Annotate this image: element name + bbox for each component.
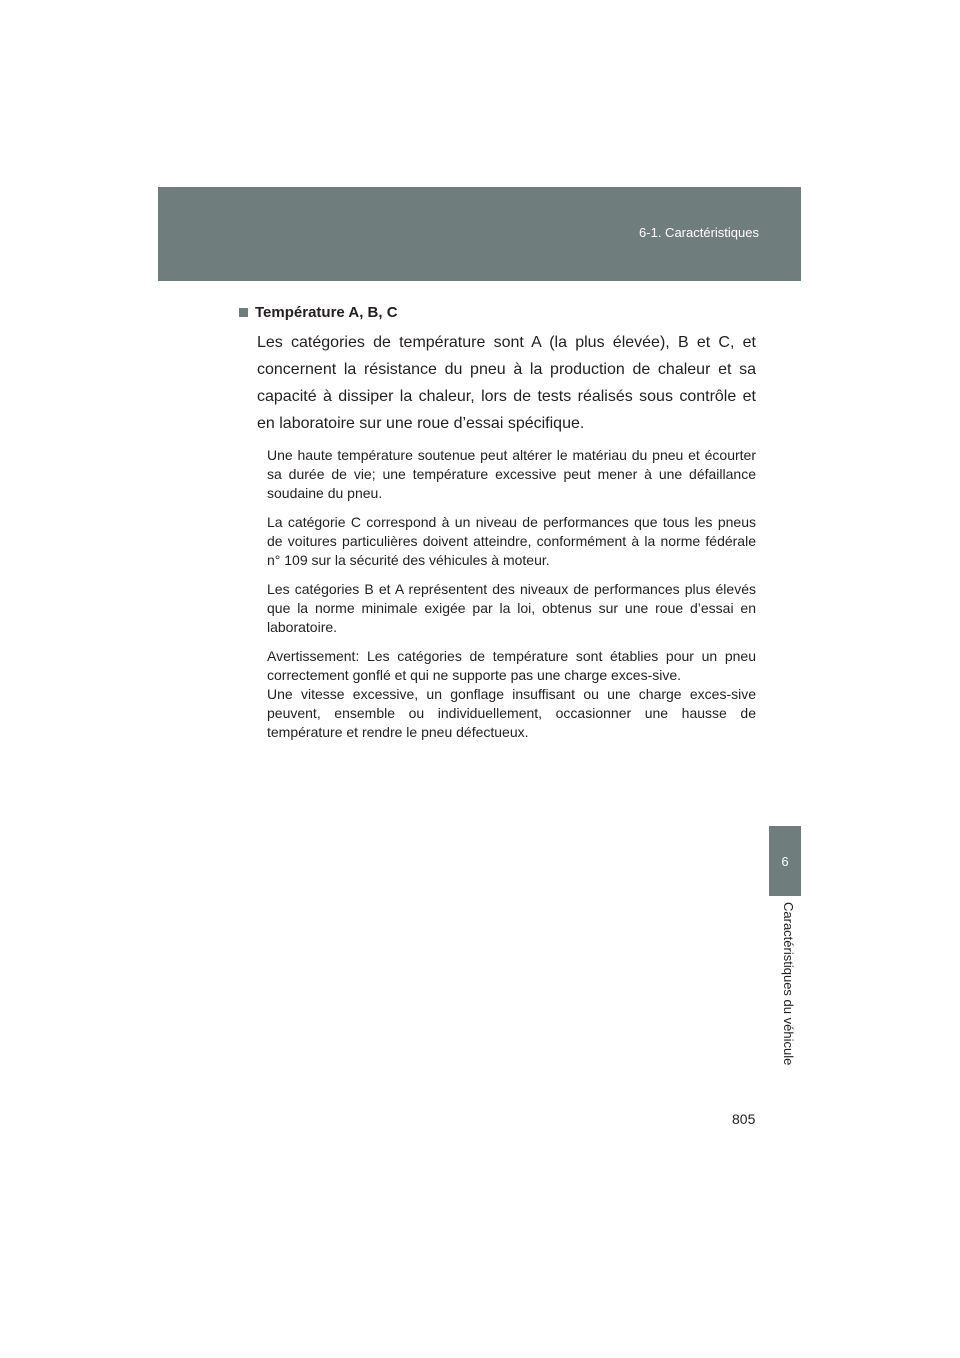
section-title: 6-1. Caractéristiques (639, 225, 759, 240)
page-number: 805 (732, 1111, 756, 1127)
main-content (239, 304, 756, 752)
warning-line-2: Une vitesse excessive, un gonflage insuffisant ou une charge exces-sive peuvent, ensemble ou individuellement, occasionner une hausse de température et rendre le pneu défectueux. (267, 686, 756, 740)
header-band (158, 187, 801, 281)
square-bullet-icon (239, 308, 248, 317)
chapter-tab (769, 826, 801, 896)
chapter-number: 6 (781, 853, 789, 869)
warning-line-1: Avertissement: Les catégories de température sont établies pour un pneu correctement gonflé et qui ne supporte pas une charge exces-sive. (267, 648, 756, 683)
note-paragraph: Une haute température soutenue peut altérer le matériau du pneu et écourter sa durée de vie; une température excessive peut mener à une défaillance soudaine du pneu. (267, 447, 756, 501)
note-paragraph: La catégorie C correspond à un niveau de performances que tous les pneus de voitures particulières doivent atteindre, conformément à la norme fédérale n° 109 sur la sécurité des véhicules à moteur. (267, 514, 756, 568)
warning-paragraph (267, 647, 756, 742)
chapter-label: Caractéristiques du véhicule (781, 902, 796, 1066)
heading-text: Température A, B, C (255, 304, 398, 321)
note-paragraph: Les catégories B et A représentent des niveaux de performances plus élevés que la norme minimale exigée par la loi, obtenus sur une roue d’essai en laboratoire. (267, 581, 756, 635)
intro-paragraph: Les catégories de température sont A (la plus élevée), B et C, et concernent la résistance du pneu à la production de chaleur et sa capacité à dissiper la chaleur, lors de tests réalisés sous contrôle et en laboratoire sur une roue d’essai spécifique. (257, 334, 756, 432)
subsection-heading (239, 304, 756, 321)
